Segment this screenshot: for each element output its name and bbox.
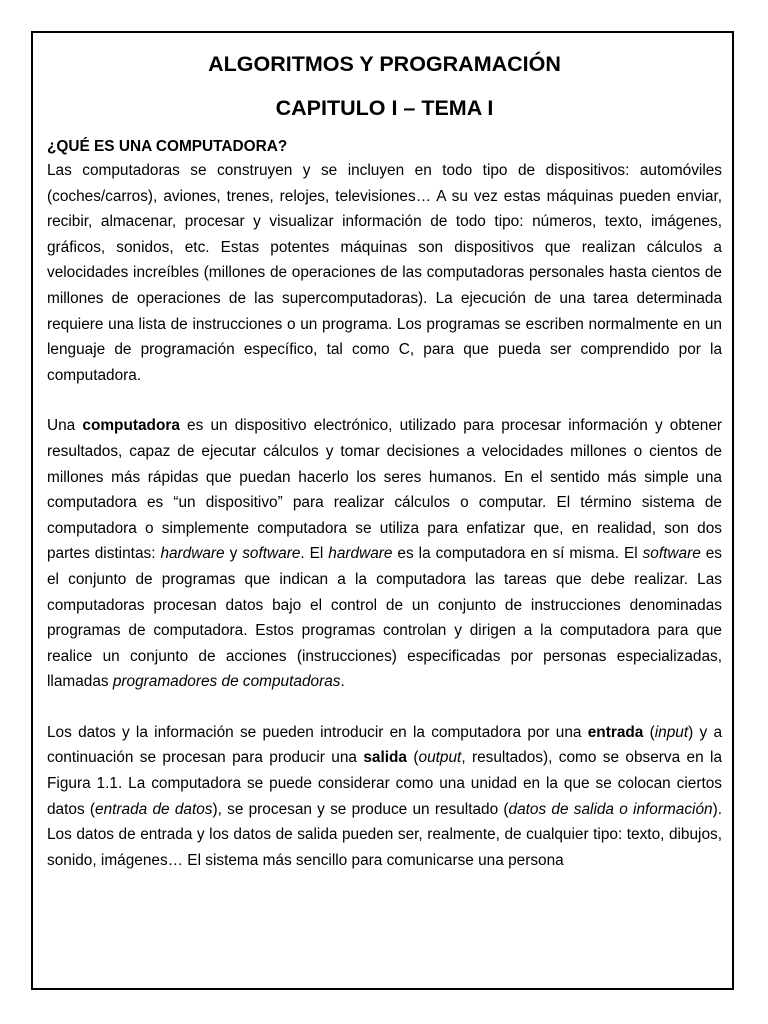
text-run: es el conjunto de programas que indican a la computadora las tareas que debe realizar. Las computadoras procesan datos bajo el control de un conjunto de instrucciones denominadas programas de computadora. Estos programas controlan y dirigen a la computadora para que realice un conjunto de acciones (instrucciones) especificadas por personas especializadas, llamadas xyxy=(47,545,722,691)
document-title: ALGORITMOS Y PROGRAMACIÓN xyxy=(208,52,561,76)
text-run: y xyxy=(224,545,243,563)
section-heading: ¿QUÉ ES UNA COMPUTADORA? xyxy=(47,138,288,155)
paragraph-1-text: Las computadoras se construyen y se incluyen en todo tipo de dispositivos: automóviles (coches/carros), aviones, trenes, relojes, televisiones… A su vez estas máquinas pueden enviar, recibir, almacenar, procesar y visualizar información de todo tipo: números, texto, imágenes, gráficos, sonidos, etc. Estas potentes máquinas son dispositivos que realizan cálculos a velocidades increíbles (millones de operaciones de las computadoras personales hasta cientos de millones de operaciones de las supercomputadoras). La ejecución de una tarea determinada requiere una lista de instrucciones o un programa. Los programas se escriben normalmente en un lenguaje de programación específico, tal como C, para que pueda ser comprendido por la computadora. xyxy=(47,162,722,384)
text-run: Una xyxy=(47,417,83,435)
bold-term-computadora: computadora xyxy=(82,417,180,435)
text-run: ( xyxy=(643,723,655,741)
chapter-subtitle: CAPITULO I – TEMA I xyxy=(275,96,494,120)
paragraph-1 xyxy=(47,158,722,388)
text-run: ). Los datos de entrada y los datos de salida pueden ser, realmente, de cualquier tipo: texto, dibujos, sonido, imágenes… El sistema más sencillo para comunicarse una persona xyxy=(47,800,722,869)
text-run: ) y a continuación se procesan para producir una xyxy=(47,723,723,767)
italic-term-software: software xyxy=(242,545,301,563)
text-run: , resultados), como se observa en la Figura 1.1. La computadora se puede considerar como una unidad en la que se colocan ciertos datos ( xyxy=(47,749,723,818)
text-run: Los datos y la información se pueden introducir en la computadora por una xyxy=(47,723,588,741)
italic-term-programadores: programadores de computadoras xyxy=(112,673,341,691)
italic-term-hardware: hardware xyxy=(328,545,393,563)
italic-term-hardware: hardware xyxy=(160,545,225,563)
italic-term-input: input xyxy=(654,723,689,741)
italic-term-entrada-de-datos: entrada de datos xyxy=(95,800,213,818)
italic-term-software: software xyxy=(642,545,701,563)
text-run: . xyxy=(340,673,345,691)
text-run: ), se procesan y se produce un resultado ( xyxy=(212,800,509,818)
bold-term-salida: salida xyxy=(363,749,407,767)
paragraph-2 xyxy=(47,413,722,695)
italic-term-datos-de-salida: datos de salida o información xyxy=(508,800,713,818)
text-run: es un dispositivo electrónico, utilizado para procesar información y obtener resultados, capaz de ejecutar cálculos y tomar decisiones a velocidades millones o cientos de millones más rápidas que puedan hacerlo los seres humanos. En el sentido más simple una computadora es “un dispositivo” para realizar cálculos o computar. El término sistema de computadora o simplemente computadora se utiliza para enfatizar que, en realidad, son dos partes distintas: xyxy=(47,417,723,563)
italic-term-output: output xyxy=(418,749,462,767)
paragraph-3 xyxy=(47,720,722,874)
text-run: ( xyxy=(407,749,419,767)
document-body xyxy=(47,49,722,873)
page-frame xyxy=(31,31,734,990)
text-run: . El xyxy=(300,545,329,563)
text-run: es la computadora en sí misma. El xyxy=(392,545,643,563)
bold-term-entrada: entrada xyxy=(587,723,644,741)
